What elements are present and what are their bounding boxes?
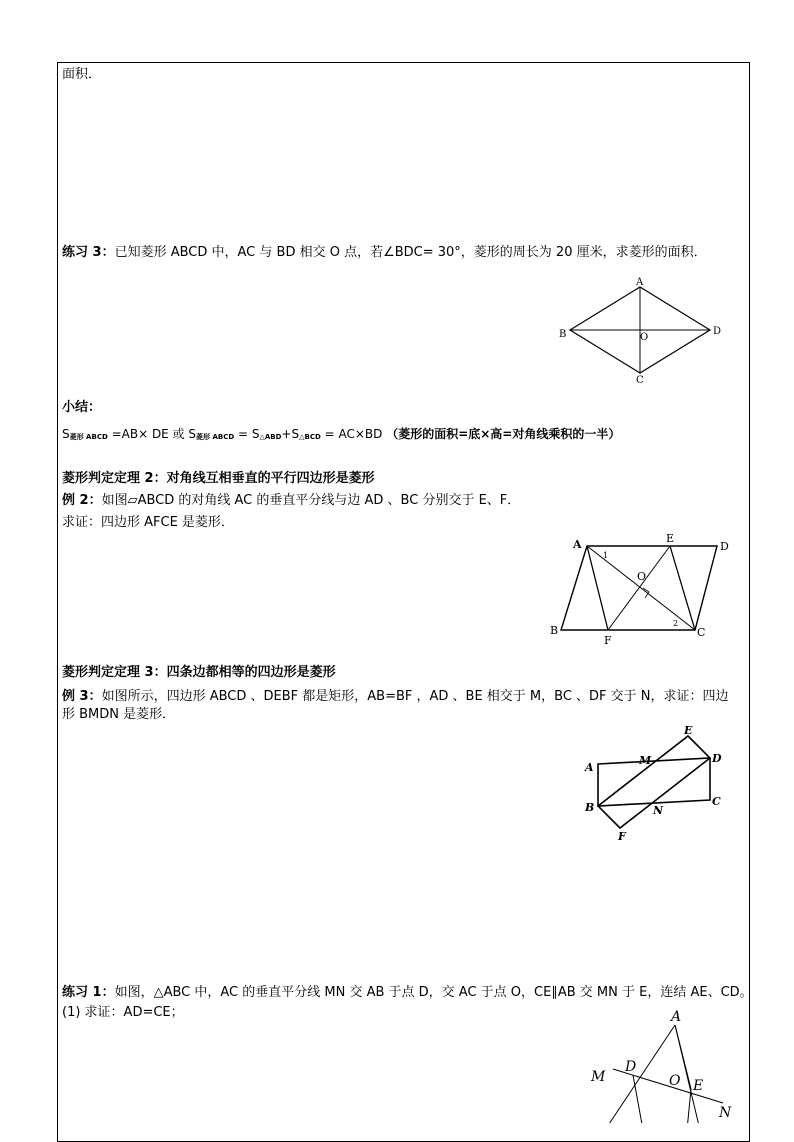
label-d: D <box>713 326 722 337</box>
parallelogram-figure <box>545 528 740 648</box>
label-m: M <box>639 754 652 767</box>
rectangles-figure <box>580 722 730 844</box>
label-c: C <box>712 795 721 808</box>
label-o: O <box>669 1073 681 1089</box>
example-2 <box>62 492 520 510</box>
area-text: 面积． <box>62 67 102 82</box>
segment-ec <box>670 546 695 630</box>
label-n: N <box>653 804 664 817</box>
label-c: C <box>636 375 644 385</box>
label-b: B <box>559 329 567 340</box>
label-e: E <box>666 532 675 545</box>
label-d: D <box>625 1059 637 1075</box>
label-f: F <box>604 634 612 647</box>
example-2-prove: 求证：四边形 AFCE 是菱形． <box>62 515 234 530</box>
example-3-label: 例 3： <box>62 689 102 704</box>
label-n: N <box>719 1105 732 1121</box>
label-e: E <box>693 1078 704 1094</box>
example-3 <box>62 688 729 706</box>
theorem-3: 菱形判定定理 3：四条边都相等的四边形是菱形 <box>62 665 336 680</box>
side-ab <box>605 1025 675 1123</box>
segment-ce <box>687 1089 691 1123</box>
label-o: O <box>637 570 647 583</box>
triangle-figure <box>585 1005 735 1123</box>
theorem-2: 菱形判定定理 2：对角线互相垂直的平行四边形是菱形 <box>62 471 375 486</box>
exercise-3 <box>62 244 707 262</box>
segment-ef <box>608 546 670 630</box>
angle-1: 1 <box>603 551 609 560</box>
summary-label: 小结： <box>62 400 102 415</box>
label-d: D <box>720 540 729 553</box>
exercise-3-text: 已知菱形 ABCD 中，AC 与 BD 相交 O 点，若∠BDC= 30°，菱形的周长为 20 厘米，求菱形的面积． <box>114 245 707 260</box>
practice-1-text: 如图，△ABC 中，AC 的垂直平分线 MN 交 AB 于点 D，交 AC 于点 O，CE∥AB 交 MN 于 E，连结 AE、CD。 <box>114 985 753 1000</box>
example-3-text-1: 如图所示，四边形 ABCD 、DEBF 都是矩形，AB=BF ，AD 、BE 相交于 M，BC 、DF 交于 N，求证：四边 <box>101 689 729 704</box>
practice-1-question-1: (1) 求证：AD=CE； <box>62 1005 184 1020</box>
right-angle-mark <box>643 588 649 598</box>
label-m: M <box>591 1069 606 1085</box>
label-b: B <box>550 624 559 637</box>
summary-note: （菱形的面积=底×高=对角线乘积的一半） <box>386 427 621 441</box>
label-o: O <box>640 332 649 343</box>
segment-cd <box>633 1075 643 1123</box>
label-d: D <box>712 752 722 765</box>
label-a: A <box>671 1009 682 1025</box>
label-c: C <box>697 626 706 639</box>
label-b: B <box>585 801 595 814</box>
exercise-3-label: 练习 3： <box>62 245 115 260</box>
example-2-text: 如图▱ABCD 的对角线 AC 的垂直平分线与边 AD 、BC 分别交于 E、F． <box>101 493 521 508</box>
rhombus-figure <box>555 275 730 385</box>
rectangle-abcd <box>598 758 710 806</box>
label-a: A <box>585 761 594 774</box>
label-a: A <box>636 277 644 288</box>
label-f: F <box>618 830 626 843</box>
example-3-text-2: 形 BMDN 是菱形． <box>62 707 176 722</box>
label-a: A <box>573 538 582 551</box>
label-e: E <box>684 724 693 737</box>
angle-2: 2 <box>673 619 679 628</box>
summary-formula: $S_{菱形 ABCD} =AB\times$ DE 或 $S_{菱形 ABCD} = S_{\triangle ABD}+S_{\triangle BCD} = AC\times BD$ （菱形的面积=底×高=对角线乘积的一半） <box>62 427 621 441</box>
practice-1-label: 练习 1： <box>62 985 115 1000</box>
example-2-label: 例 2： <box>62 493 102 508</box>
practice-1 <box>62 984 753 1002</box>
